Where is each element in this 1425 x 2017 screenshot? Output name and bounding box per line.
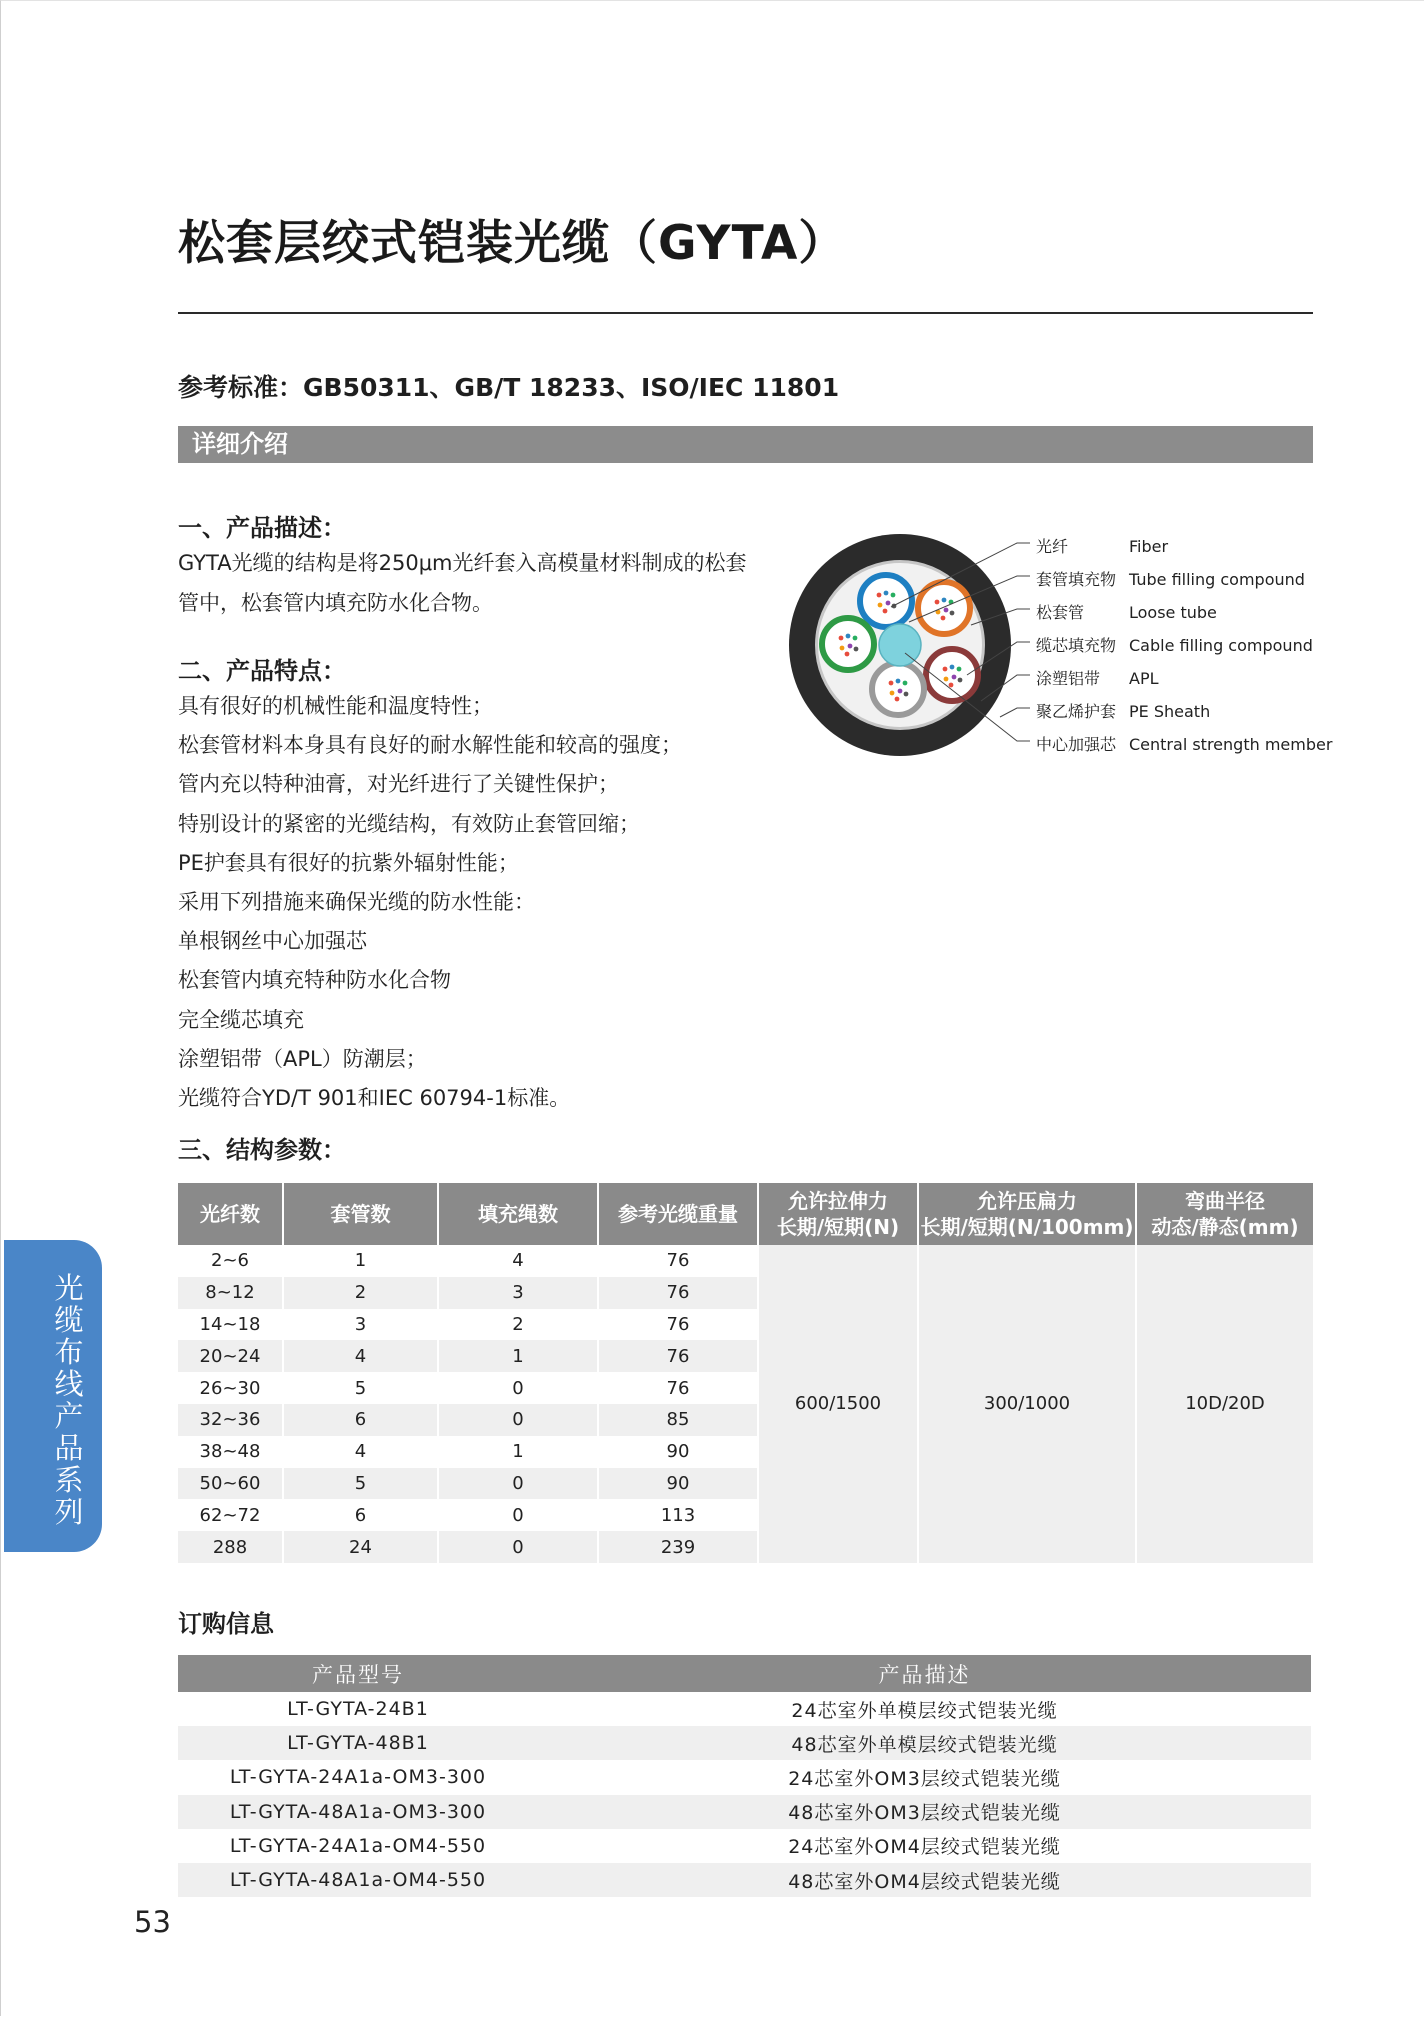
model-cell: LT-GYTA-24B1 — [287, 1698, 429, 1721]
table-cell: 24 — [283, 1531, 438, 1563]
table-cell: 4 — [438, 1245, 598, 1277]
table-cell: 2 — [438, 1309, 598, 1341]
feature-item: 松套管内填充特种防水化合物 — [178, 968, 451, 993]
feature-item: 完全缆芯填充 — [178, 1007, 304, 1032]
table-cell: 3 — [438, 1277, 598, 1309]
table-cell: 76 — [598, 1309, 758, 1341]
table-cell: 3 — [283, 1309, 438, 1341]
fiber-dot — [904, 692, 909, 697]
legend-en: Fiber — [1129, 537, 1169, 556]
legend-row — [1036, 530, 1332, 563]
fiber-dot — [853, 636, 858, 641]
figure-legend — [1036, 530, 1332, 761]
legend-row — [1036, 728, 1332, 761]
column-header: 允许压扁力 长期/短期(N/100mm) — [918, 1183, 1136, 1245]
table-cell: 62~72 — [199, 1504, 261, 1526]
fiber-dot — [944, 677, 949, 682]
column-header: 允许拉伸力 长期/短期(N) — [758, 1183, 918, 1245]
description-line: 管中，松套管内填充防水化合物。 — [178, 591, 493, 615]
table-cell: 0 — [438, 1404, 598, 1436]
fiber-dot — [958, 678, 963, 683]
table-cell: 5 — [283, 1372, 438, 1404]
table-cell: 5 — [283, 1468, 438, 1500]
table-cell: 76 — [598, 1277, 758, 1309]
feature-item: PE护套具有很好的抗紫外辐射性能； — [178, 850, 519, 875]
loose-tube — [860, 575, 912, 627]
model-cell: LT-GYTA-24A1a-OM3-300 — [229, 1766, 487, 1789]
fiber-dot — [877, 593, 882, 598]
table-row — [178, 1863, 1311, 1897]
fiber-dot — [878, 603, 883, 608]
table-cell: 50~60 — [178, 1468, 283, 1500]
fiber-dot — [935, 600, 940, 605]
table-cell: 76 — [598, 1372, 758, 1404]
table-row — [178, 1760, 1311, 1794]
fiber-dot — [950, 665, 955, 670]
table-cell: 239 — [598, 1531, 758, 1563]
legend-en: Cable filling compound — [1129, 636, 1313, 655]
fiber-dot — [891, 593, 896, 598]
table-cell: 6 — [283, 1499, 438, 1531]
feature-item: 松套管材料本身具有良好的耐水解性能和较高的强度； — [178, 733, 682, 758]
table-cell: 113 — [598, 1499, 758, 1531]
table-row — [178, 1795, 1311, 1829]
legend-zh: 套管填充物 — [1036, 570, 1117, 589]
table-cell: 0 — [438, 1499, 598, 1531]
tensile-strength-cell: 600/1500 — [758, 1245, 918, 1563]
table-cell: 0 — [438, 1372, 598, 1404]
legend-zh: 松套管 — [1036, 603, 1085, 622]
table-cell: 14~18 — [199, 1313, 261, 1335]
fiber-dot — [957, 667, 962, 672]
structure-parameters-table — [178, 1183, 1313, 1563]
table-cell: 1 — [438, 1340, 598, 1372]
fiber-dot — [950, 611, 955, 616]
table-cell: 76 — [598, 1245, 758, 1277]
page-title: 松套层绞式铠装光缆（GYTA） — [178, 216, 847, 271]
central-strength-member — [879, 624, 921, 666]
legend-row — [1036, 563, 1332, 596]
fiber-dot — [886, 601, 891, 606]
table-cell: 20~24 — [178, 1340, 283, 1372]
table-cell: 0 — [438, 1468, 598, 1500]
table-cell: 1 — [438, 1436, 598, 1468]
detail-section-bar: 详细介绍 — [178, 426, 1313, 463]
fiber-dot — [943, 667, 948, 672]
description-cell: 24芯室外单模层绞式铠装光缆 — [791, 1699, 1058, 1722]
feature-item: 管内充以特种油膏，对光纤进行了关键性保护； — [178, 772, 619, 797]
table-cell: 2~6 — [211, 1250, 249, 1272]
description-heading: 一、产品描述： — [178, 514, 346, 542]
table-cell: 2 — [283, 1277, 438, 1309]
table-cell: 76 — [598, 1340, 758, 1372]
side-category-label: 光缆布线产品系列 — [54, 1271, 84, 1529]
description-cell: 48芯室外OM4层绞式铠装光缆 — [538, 1863, 1311, 1897]
legend-row — [1036, 629, 1332, 662]
title-divider — [178, 312, 1313, 314]
legend-en: Tube filling compound — [1129, 570, 1305, 589]
legend-zh: 光纤 — [1036, 537, 1069, 556]
table-row — [178, 1245, 1313, 1277]
column-header: 弯曲半径 动态/静态(mm) — [1136, 1183, 1313, 1245]
column-header: 参考光缆重量 — [598, 1183, 758, 1245]
legend-row — [1036, 662, 1332, 695]
feature-item: 光缆符合YD/T 901和IEC 60794-1标准。 — [178, 1086, 571, 1111]
column-header: 产品型号 — [178, 1655, 538, 1692]
fiber-dot — [898, 689, 903, 694]
fiber-dot — [889, 681, 894, 686]
table-cell: 90 — [598, 1468, 758, 1500]
order-info-heading: 订购信息 — [178, 1610, 274, 1638]
fiber-dot — [884, 591, 889, 596]
fiber-dot — [942, 598, 947, 603]
table-cell: 38~48 — [199, 1441, 261, 1463]
description-cell: 48芯室外单模层绞式铠装光缆 — [538, 1726, 1311, 1760]
description-text — [178, 543, 747, 623]
loose-tube — [872, 663, 924, 715]
page-number: 53 — [134, 1905, 171, 1939]
legend-en: PE Sheath — [1129, 702, 1211, 721]
legend-en: Loose tube — [1129, 603, 1217, 622]
fiber-dot — [941, 616, 946, 621]
table-cell: 26~30 — [199, 1377, 261, 1399]
table-cell: 32~36 — [178, 1404, 283, 1436]
legend-zh: 中心加强芯 — [1036, 735, 1117, 754]
crush-resistance-cell: 300/1000 — [918, 1245, 1136, 1563]
fiber-dot — [883, 609, 888, 614]
table-header-row — [178, 1655, 1311, 1692]
table-cell: 4 — [283, 1436, 438, 1468]
fiber-dot — [903, 681, 908, 686]
legend-row — [1036, 695, 1332, 728]
legend-zh: 缆芯填充物 — [1036, 636, 1117, 655]
legend-zh: 涂塑铝带 — [1036, 669, 1101, 688]
fiber-dot — [949, 683, 954, 688]
fiber-dot — [944, 608, 949, 613]
feature-item: 特别设计的紧密的光缆结构，有效防止套管回缩； — [178, 811, 640, 836]
table-cell: 8~12 — [178, 1277, 283, 1309]
column-header: 产品描述 — [538, 1655, 1311, 1692]
table-header-row — [178, 1183, 1313, 1245]
structure-heading: 三、结构参数： — [178, 1136, 346, 1164]
table-row — [178, 1829, 1311, 1863]
fiber-dot — [890, 691, 895, 696]
fiber-dot — [839, 636, 844, 641]
legend-zh: 聚乙烯护套 — [1036, 702, 1117, 721]
legend-en: Central strength member — [1129, 735, 1333, 754]
features-list — [178, 687, 682, 1118]
fiber-dot — [840, 646, 845, 651]
column-header: 填充绳数 — [438, 1183, 598, 1245]
fiber-dot — [952, 675, 957, 680]
feature-item: 涂塑铝带（APL）防潮层； — [178, 1046, 427, 1071]
feature-item: 单根钢丝中心加强芯 — [178, 929, 367, 954]
description-cell: 24芯室外OM4层绞式铠装光缆 — [788, 1836, 1061, 1859]
bend-radius-cell: 10D/20D — [1136, 1245, 1313, 1563]
fiber-dot — [848, 644, 853, 649]
feature-item: 采用下列措施来确保光缆的防水性能： — [178, 890, 535, 915]
description-cell: 48芯室外OM3层绞式铠装光缆 — [538, 1795, 1311, 1829]
table-cell: 85 — [598, 1404, 758, 1436]
legend-en: APL — [1129, 669, 1159, 688]
column-header: 光纤数 — [178, 1183, 283, 1245]
table-cell: 90 — [598, 1436, 758, 1468]
model-cell: LT-GYTA-48A1a-OM4-550 — [178, 1863, 538, 1897]
model-cell: LT-GYTA-48A1a-OM3-300 — [178, 1795, 538, 1829]
reference-standard: 参考标准：GB50311、GB/T 18233、ISO/IEC 11801 — [178, 373, 840, 402]
legend-row — [1036, 596, 1332, 629]
table-cell: 288 — [178, 1531, 283, 1563]
loose-tube — [822, 618, 874, 670]
order-info-table — [178, 1655, 1311, 1897]
description-line: GYTA光缆的结构是将250μm光纤套入高模量材料制成的松套 — [178, 551, 747, 575]
description-cell: 24芯室外OM3层绞式铠装光缆 — [788, 1767, 1061, 1790]
table-row — [178, 1692, 1311, 1726]
table-cell: 4 — [283, 1340, 438, 1372]
table-row — [178, 1726, 1311, 1760]
feature-item: 具有很好的机械性能和温度特性； — [178, 694, 493, 718]
fiber-dot — [896, 679, 901, 684]
table-cell: 0 — [438, 1531, 598, 1563]
model-cell: LT-GYTA-24A1a-OM4-550 — [229, 1834, 487, 1857]
model-cell: LT-GYTA-48B1 — [178, 1726, 538, 1760]
fiber-dot — [845, 652, 850, 657]
table-cell: 6 — [283, 1404, 438, 1436]
features-heading: 二、产品特点： — [178, 657, 346, 685]
fiber-dot — [854, 647, 859, 652]
table-cell: 1 — [283, 1245, 438, 1277]
column-header: 套管数 — [283, 1183, 438, 1245]
fiber-dot — [895, 697, 900, 702]
fiber-dot — [846, 634, 851, 639]
